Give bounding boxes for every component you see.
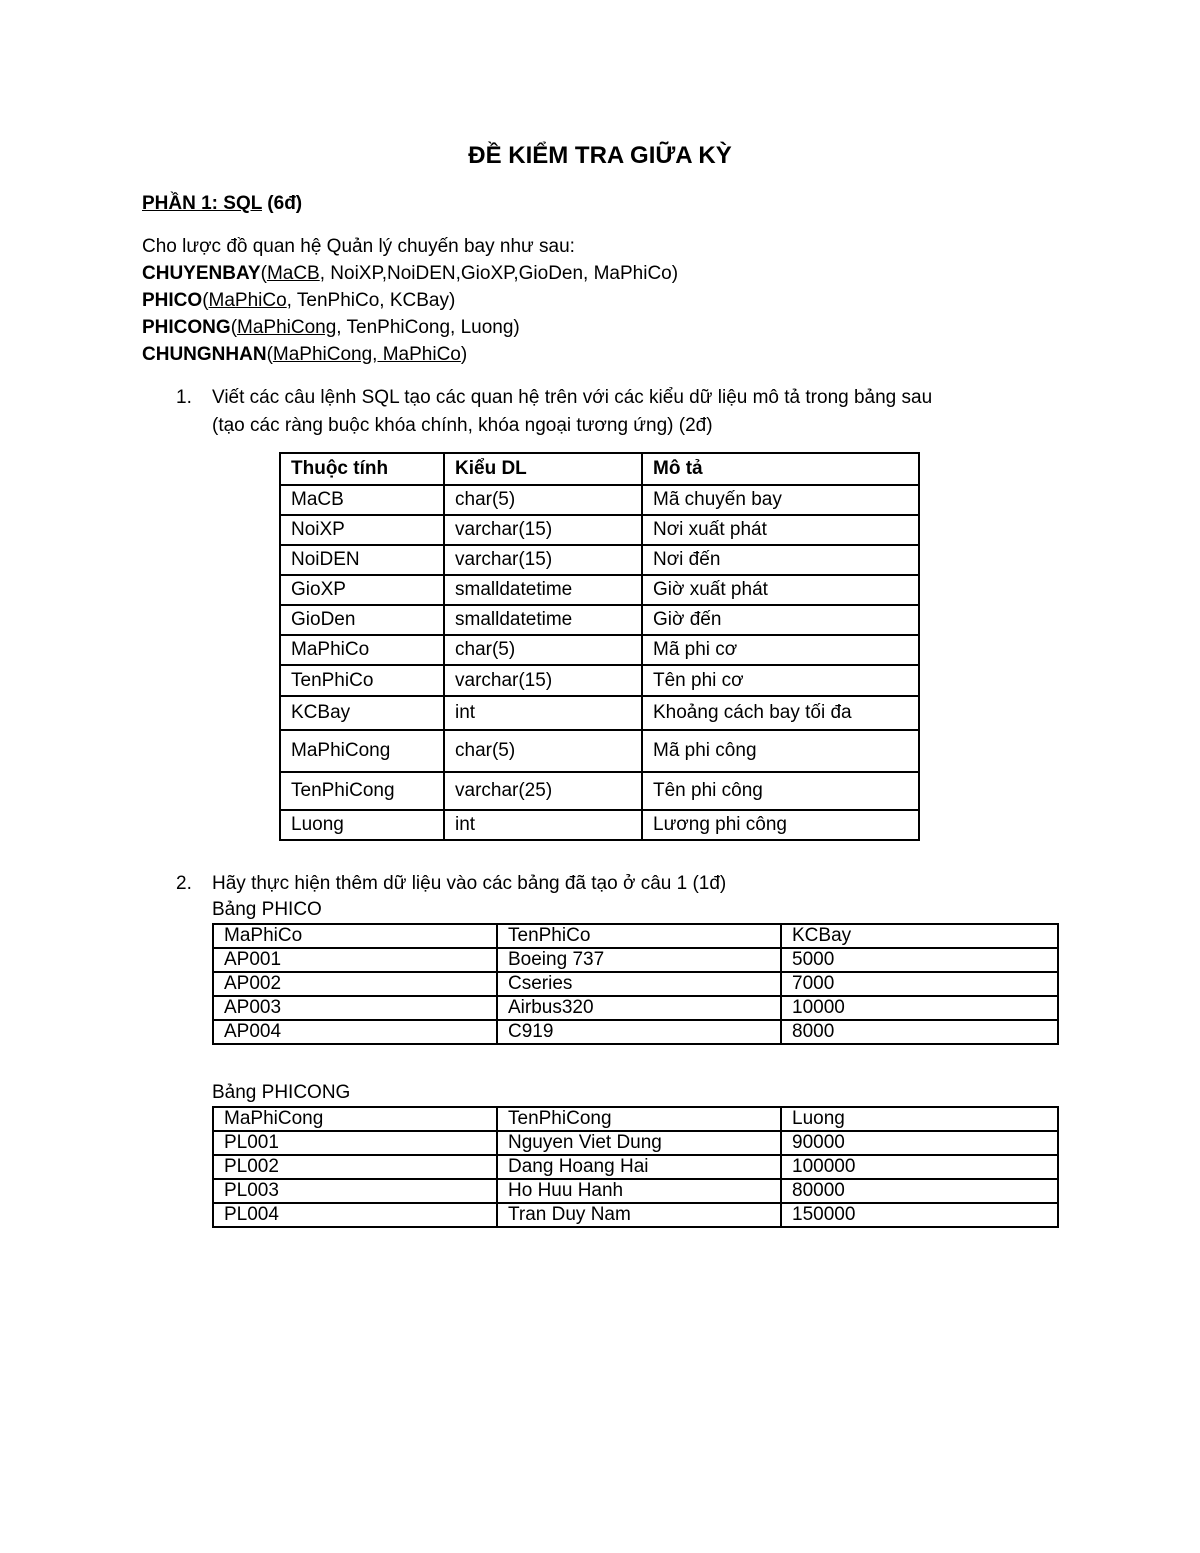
table-cell: char(5) — [444, 635, 642, 665]
table-cell: varchar(25) — [444, 772, 642, 810]
table-row — [213, 972, 1058, 996]
table-cell: TenPhiCo — [497, 924, 781, 948]
question-text: Viết các câu lệnh SQL tạo các quan hệ trên với các kiểu dữ liệu mô tả trong bảng sau — [212, 387, 933, 408]
table-row — [213, 1179, 1058, 1203]
table-cell: Giờ xuất phát — [642, 575, 919, 605]
question-text-cont: (tạo các ràng buộc khóa chính, khóa ngoại tương ứng) (2đ) — [212, 415, 713, 436]
table-cell: Luong — [280, 810, 444, 840]
table-cell: char(5) — [444, 485, 642, 515]
table-cell: 90000 — [781, 1131, 1058, 1155]
table-cell: Dang Hoang Hai — [497, 1155, 781, 1179]
section-points: (6đ) — [267, 193, 303, 214]
table-cell: Tên phi công — [642, 772, 919, 810]
table-row — [213, 948, 1058, 972]
primary-key: MaPhiCo — [208, 290, 287, 311]
table-cell: AP001 — [213, 948, 497, 972]
table-cell: NoiXP — [280, 515, 444, 545]
relation-name: CHUNGNHAN — [142, 344, 267, 365]
table-cell: Mã phi cơ — [642, 635, 919, 665]
table-cell: Nơi xuất phát — [642, 515, 919, 545]
attributes: ) — [460, 344, 468, 365]
column-header: Thuộc tính — [280, 453, 444, 485]
paren: ( — [230, 317, 238, 338]
table-row — [280, 485, 919, 515]
table-cell: Nguyen Viet Dung — [497, 1131, 781, 1155]
table-cell: Tran Duy Nam — [497, 1203, 781, 1227]
table-cell: smalldatetime — [444, 605, 642, 635]
relation-name: PHICONG — [142, 317, 231, 338]
attributes: , TenPhiCo, KCBay) — [286, 290, 456, 311]
table-cell: Nơi đến — [642, 545, 919, 575]
attributes: , TenPhiCong, Luong) — [336, 317, 520, 338]
table-cell: Khoảng cách bay tối đa — [642, 696, 919, 730]
table-cell: PL002 — [213, 1155, 497, 1179]
table-cell: TenPhiCong — [497, 1107, 781, 1131]
table-row — [213, 1020, 1058, 1044]
table-cell: 150000 — [781, 1203, 1058, 1227]
question-text: Hãy thực hiện thêm dữ liệu vào các bảng đã tạo ở câu 1 (1đ) — [212, 873, 727, 894]
schema-chungnhan — [142, 341, 678, 368]
table-cell: 5000 — [781, 948, 1058, 972]
table-cell: AP003 — [213, 996, 497, 1020]
table-cell: MaPhiCo — [280, 635, 444, 665]
schema-phico — [142, 287, 678, 314]
table-row — [280, 545, 919, 575]
table-cell: char(5) — [444, 730, 642, 772]
page-title: ĐỀ KIỂM TRA GIỮA KỲ — [468, 142, 732, 169]
table-cell: Mã chuyến bay — [642, 485, 919, 515]
table-cell: NoiDEN — [280, 545, 444, 575]
primary-key: MaPhiCong — [237, 317, 337, 338]
table-row — [280, 575, 919, 605]
question-number: 1. — [176, 387, 192, 408]
phicong-table — [212, 1106, 1059, 1228]
schema-chuyenbay — [142, 260, 678, 287]
question-number: 2. — [176, 873, 192, 894]
table-cell: Luong — [781, 1107, 1058, 1131]
primary-key: MaCB — [266, 263, 320, 284]
table-cell: 80000 — [781, 1179, 1058, 1203]
table-row — [213, 1203, 1058, 1227]
intro-text: Cho lược đồ quan hệ Quản lý chuyến bay như sau: — [142, 236, 575, 257]
table-cell: varchar(15) — [444, 665, 642, 696]
column-header: Kiểu DL — [444, 453, 642, 485]
column-header: Mô tả — [642, 453, 919, 485]
section-name: PHẦN 1: SQL — [142, 193, 263, 214]
table-row — [280, 810, 919, 840]
table-cell: GioXP — [280, 575, 444, 605]
table-row — [213, 1131, 1058, 1155]
relation-name: PHICO — [142, 290, 203, 311]
table-caption-phicong: Bảng PHICONG — [212, 1082, 351, 1103]
table-row — [213, 1155, 1058, 1179]
table-cell: PL004 — [213, 1203, 497, 1227]
table-header-row — [213, 1107, 1058, 1131]
table-row — [280, 635, 919, 665]
table-cell: Tên phi cơ — [642, 665, 919, 696]
table-cell: Airbus320 — [497, 996, 781, 1020]
table-row — [280, 605, 919, 635]
table-cell: MaCB — [280, 485, 444, 515]
primary-key: MaPhiCong, MaPhiCo — [272, 344, 461, 365]
table-row — [280, 665, 919, 696]
table-cell: Lương phi công — [642, 810, 919, 840]
table-cell: varchar(15) — [444, 545, 642, 575]
attributes: , NoiXP,NoiDEN,GioXP,GioDen, MaPhiCo) — [319, 263, 679, 284]
table-caption-phico: Bảng PHICO — [212, 899, 322, 920]
paren: ( — [202, 290, 209, 311]
schema-block — [142, 233, 678, 368]
table-cell: MaPhiCong — [280, 730, 444, 772]
table-cell: KCBay — [280, 696, 444, 730]
table-cell: TenPhiCo — [280, 665, 444, 696]
table-row — [280, 515, 919, 545]
attribute-table — [279, 452, 920, 841]
paren: ( — [260, 263, 267, 284]
table-cell: AP002 — [213, 972, 497, 996]
table-row — [280, 696, 919, 730]
table-cell: 8000 — [781, 1020, 1058, 1044]
table-cell: Boeing 737 — [497, 948, 781, 972]
table-cell: 10000 — [781, 996, 1058, 1020]
table-cell: smalldatetime — [444, 575, 642, 605]
table-cell: Mã phi công — [642, 730, 919, 772]
table-cell: PL003 — [213, 1179, 497, 1203]
schema-phicong — [142, 314, 678, 341]
table-cell: TenPhiCong — [280, 772, 444, 810]
table-cell: Cseries — [497, 972, 781, 996]
table-cell: Giờ đến — [642, 605, 919, 635]
table-cell: GioDen — [280, 605, 444, 635]
paren: ( — [266, 344, 273, 365]
table-cell: Ho Huu Hanh — [497, 1179, 781, 1203]
table-cell: MaPhiCo — [213, 924, 497, 948]
table-cell: PL001 — [213, 1131, 497, 1155]
table-header-row — [213, 924, 1058, 948]
table-cell: 7000 — [781, 972, 1058, 996]
table-row — [280, 730, 919, 772]
table-row — [213, 996, 1058, 1020]
table-cell: int — [444, 810, 642, 840]
table-cell: C919 — [497, 1020, 781, 1044]
table-cell: MaPhiCong — [213, 1107, 497, 1131]
table-cell: 100000 — [781, 1155, 1058, 1179]
table-cell: AP004 — [213, 1020, 497, 1044]
table-header-row — [280, 453, 919, 485]
relation-name: CHUYENBAY — [142, 263, 261, 284]
table-cell: int — [444, 696, 642, 730]
table-row — [280, 772, 919, 810]
phico-table — [212, 923, 1059, 1045]
table-cell: KCBay — [781, 924, 1058, 948]
table-cell: varchar(15) — [444, 515, 642, 545]
section-heading — [142, 193, 302, 215]
